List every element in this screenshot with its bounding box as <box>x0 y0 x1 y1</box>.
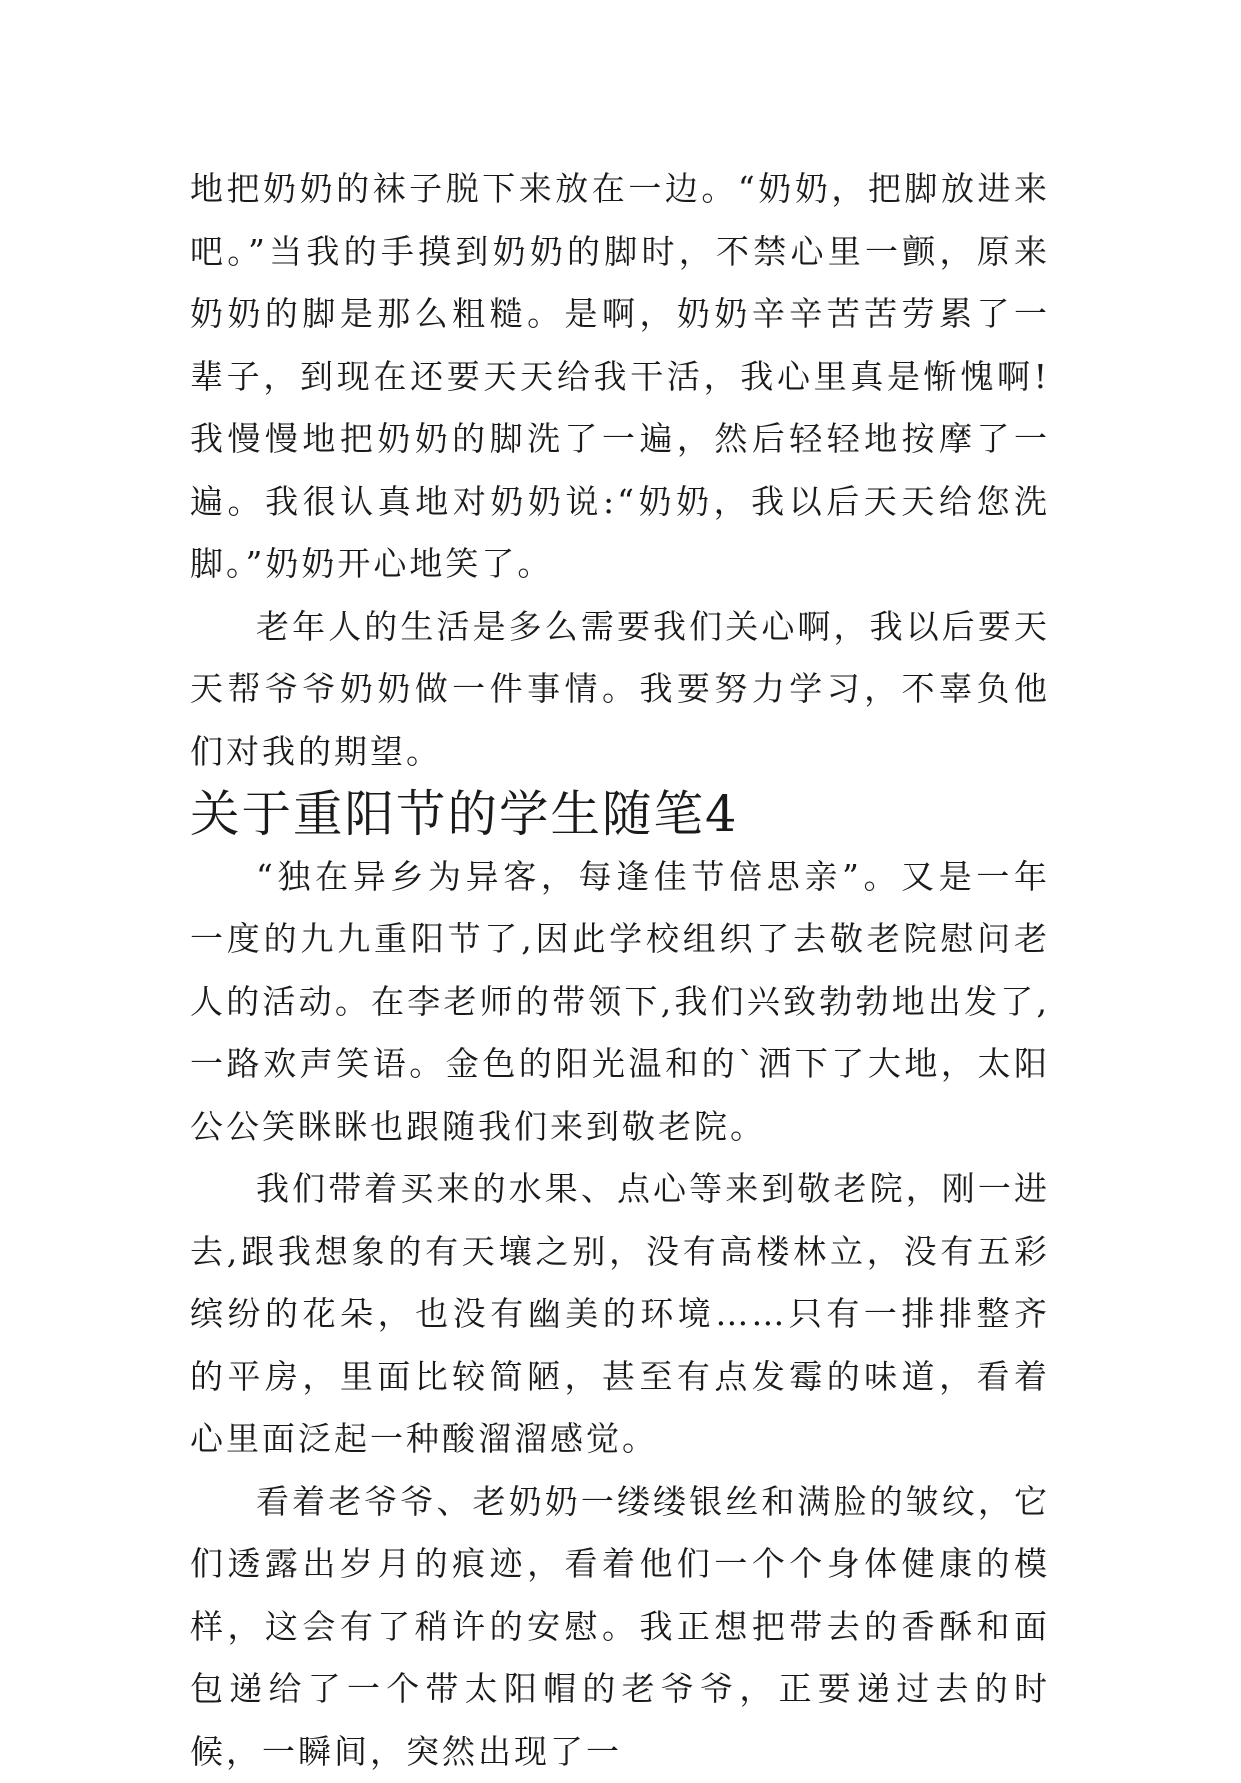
paragraph-festival-intro: “独在异乡为异客，每逢佳节倍思亲”。又是一年一度的九九重阳节了,因此学校组织了去敬老院慰问老人的活动。在李老师的带领下,我们兴致勃勃地出发了,一路欢声笑语。金色的阳光温和的`洒下了大地，太阳公公笑眯眯也跟随我们来到敬老院。 <box>190 846 1050 1159</box>
document-body <box>190 158 1050 1783</box>
section-heading: 关于重阳节的学生随笔4 <box>190 783 1050 846</box>
paragraph-visit: 看着老爷爷、老奶奶一缕缕银丝和满脸的皱纹，它们透露出岁月的痕迹，看着他们一个个身体健康的模样，这会有了稍许的安慰。我正想把带去的香酥和面包递给了一个带太阳帽的老爷爷，正要递过去的时候，一瞬间，突然出现了一 <box>190 1471 1050 1783</box>
paragraph-elderly-care: 老年人的生活是多么需要我们关心啊，我以后要天天帮爷爷奶奶做一件事情。我要努力学习，不辜负他们对我的期望。 <box>190 596 1050 784</box>
paragraph-continuation: 地把奶奶的袜子脱下来放在一边。“奶奶，把脚放进来吧。”当我的手摸到奶奶的脚时，不禁心里一颤，原来奶奶的脚是那么粗糙。是啊，奶奶辛辛苦苦劳累了一辈子，到现在还要天天给我干活，我心里真是惭愧啊!我慢慢地把奶奶的脚洗了一遍，然后轻轻地按摩了一遍。我很认真地对奶奶说:“奶奶，我以后天天给您洗脚。”奶奶开心地笑了。 <box>190 158 1050 596</box>
paragraph-arrival: 我们带着买来的水果、点心等来到敬老院，刚一进去,跟我想象的有天壤之别，没有高楼林立，没有五彩缤纷的花朵，也没有幽美的环境……只有一排排整齐的平房，里面比较简陋，甚至有点发霉的味道，看着心里面泛起一种酸溜溜感觉。 <box>190 1158 1050 1471</box>
